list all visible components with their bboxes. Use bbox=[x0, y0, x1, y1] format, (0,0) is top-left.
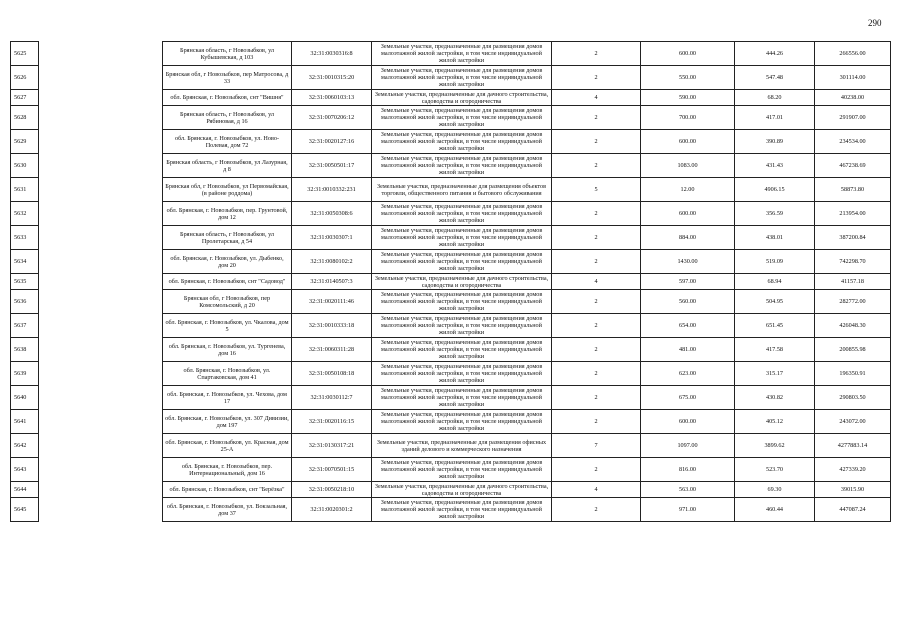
area-cell: 590.00 bbox=[641, 90, 735, 106]
spacer-cell bbox=[39, 386, 163, 410]
use-code-cell: 4 bbox=[552, 90, 641, 106]
land-use-cell: Земельные участки, предназначенные для размещения домов малоэтажной жилой застройки, в том числе индивидуальной жилой застройки bbox=[372, 66, 552, 90]
address-cell: обл. Брянская, г. Новозыбков, снт "Берёзка" bbox=[163, 482, 292, 498]
cadastral-value-cell: 4277883.14 bbox=[815, 434, 891, 458]
spacer-cell bbox=[39, 90, 163, 106]
cadastral-value-table bbox=[10, 41, 891, 522]
cadastral-value-cell: 427339.20 bbox=[815, 458, 891, 482]
table-row bbox=[11, 290, 891, 314]
area-cell: 600.00 bbox=[641, 42, 735, 66]
spacer-cell bbox=[39, 314, 163, 338]
row-number-cell: 5641 bbox=[11, 410, 39, 434]
land-use-cell: Земельные участки, предназначенные для размещения домов малоэтажной жилой застройки, в том числе индивидуальной жилой застройки bbox=[372, 290, 552, 314]
table-row bbox=[11, 386, 891, 410]
table-row bbox=[11, 106, 891, 130]
specific-value-cell: 651.45 bbox=[735, 314, 815, 338]
cadastral-value-cell: 196350.91 bbox=[815, 362, 891, 386]
table-row bbox=[11, 154, 891, 178]
cadastral-value-cell: 282772.00 bbox=[815, 290, 891, 314]
area-cell: 563.00 bbox=[641, 482, 735, 498]
cadastral-number-cell: 32:31:0140507:3 bbox=[292, 274, 372, 290]
use-code-cell: 5 bbox=[552, 178, 641, 202]
table-body bbox=[11, 42, 891, 522]
cadastral-number-cell: 32:31:0010315:20 bbox=[292, 66, 372, 90]
table-row bbox=[11, 498, 891, 522]
cadastral-number-cell: 32:31:0020301:2 bbox=[292, 498, 372, 522]
cadastral-number-cell: 32:31:0130317:21 bbox=[292, 434, 372, 458]
row-number-cell: 5631 bbox=[11, 178, 39, 202]
cadastral-number-cell: 32:31:0010332:231 bbox=[292, 178, 372, 202]
use-code-cell: 7 bbox=[552, 434, 641, 458]
cadastral-number-cell: 32:31:0050308:6 bbox=[292, 202, 372, 226]
spacer-cell bbox=[39, 410, 163, 434]
land-use-cell: Земельные участки, предназначенные для размещения домов малоэтажной жилой застройки, в том числе индивидуальной жилой застройки bbox=[372, 386, 552, 410]
row-number-cell: 5639 bbox=[11, 362, 39, 386]
land-use-cell: Земельные участки, предназначенные для размещения домов малоэтажной жилой застройки, в том числе индивидуальной жилой застройки bbox=[372, 106, 552, 130]
use-code-cell: 2 bbox=[552, 314, 641, 338]
address-cell: обл. Брянская, г. Новозыбков, ул. Вокзальная, дом 37 bbox=[163, 498, 292, 522]
specific-value-cell: 431.43 bbox=[735, 154, 815, 178]
use-code-cell: 2 bbox=[552, 458, 641, 482]
row-number-cell: 5630 bbox=[11, 154, 39, 178]
specific-value-cell: 68.20 bbox=[735, 90, 815, 106]
address-cell: обл. Брянская, г. Новозыбков, ул. Чкалова, дом 5 bbox=[163, 314, 292, 338]
cadastral-number-cell: 32:31:0070206:12 bbox=[292, 106, 372, 130]
row-number-cell: 5642 bbox=[11, 434, 39, 458]
land-use-cell: Земельные участки, предназначенные для размещения домов малоэтажной жилой застройки, в том числе индивидуальной жилой застройки bbox=[372, 250, 552, 274]
use-code-cell: 2 bbox=[552, 106, 641, 130]
area-cell: 884.00 bbox=[641, 226, 735, 250]
table-row bbox=[11, 130, 891, 154]
land-use-cell: Земельные участки, предназначенные для размещения домов малоэтажной жилой застройки, в том числе индивидуальной жилой застройки bbox=[372, 362, 552, 386]
specific-value-cell: 68.94 bbox=[735, 274, 815, 290]
area-cell: 600.00 bbox=[641, 410, 735, 434]
cadastral-value-cell: 266556.00 bbox=[815, 42, 891, 66]
land-use-cell: Земельные участки, предназначенные для размещения домов малоэтажной жилой застройки, в том числе индивидуальной жилой застройки bbox=[372, 226, 552, 250]
land-use-cell: Земельные участки, предназначенные для размещения объектов торговли, общественного питания и бытового обслуживания bbox=[372, 178, 552, 202]
use-code-cell: 4 bbox=[552, 482, 641, 498]
address-cell: обл. Брянская, г. Новозыбков, снт "Вишня" bbox=[163, 90, 292, 106]
land-use-cell: Земельные участки, предназначенные для размещения домов малоэтажной жилой застройки, в том числе индивидуальной жилой застройки bbox=[372, 338, 552, 362]
row-number-cell: 5626 bbox=[11, 66, 39, 90]
land-use-cell: Земельные участки, предназначенные для размещения домов малоэтажной жилой застройки, в том числе индивидуальной жилой застройки bbox=[372, 202, 552, 226]
row-number-cell: 5640 bbox=[11, 386, 39, 410]
specific-value-cell: 523.70 bbox=[735, 458, 815, 482]
cadastral-number-cell: 32:31:0050501:17 bbox=[292, 154, 372, 178]
specific-value-cell: 430.82 bbox=[735, 386, 815, 410]
cadastral-number-cell: 32:31:0010333:18 bbox=[292, 314, 372, 338]
cadastral-value-cell: 243072.00 bbox=[815, 410, 891, 434]
row-number-cell: 5637 bbox=[11, 314, 39, 338]
area-cell: 1097.00 bbox=[641, 434, 735, 458]
row-number-cell: 5634 bbox=[11, 250, 39, 274]
area-cell: 12.00 bbox=[641, 178, 735, 202]
cadastral-value-cell: 467238.69 bbox=[815, 154, 891, 178]
table-row bbox=[11, 410, 891, 434]
table-row bbox=[11, 274, 891, 290]
land-use-cell: Земельные участки, предназначенные для размещения домов малоэтажной жилой застройки, в том числе индивидуальной жилой застройки bbox=[372, 42, 552, 66]
use-code-cell: 2 bbox=[552, 386, 641, 410]
cadastral-value-cell: 290803.50 bbox=[815, 386, 891, 410]
spacer-cell bbox=[39, 362, 163, 386]
area-cell: 675.00 bbox=[641, 386, 735, 410]
spacer-cell bbox=[39, 42, 163, 66]
land-use-cell: Земельные участки, предназначенные для размещения домов малоэтажной жилой застройки, в том числе индивидуальной жилой застройки bbox=[372, 130, 552, 154]
land-use-cell: Земельные участки, предназначенные для размещения домов малоэтажной жилой застройки, в том числе индивидуальной жилой застройки bbox=[372, 154, 552, 178]
spacer-cell bbox=[39, 482, 163, 498]
cadastral-value-cell: 40238.00 bbox=[815, 90, 891, 106]
row-number-cell: 5633 bbox=[11, 226, 39, 250]
land-use-cell: Земельные участки, предназначенные для дачного строительства, садоводства и огородничества bbox=[372, 482, 552, 498]
use-code-cell: 2 bbox=[552, 410, 641, 434]
address-cell: Брянская область, г Новозыбков, ул Кубышевская, д 103 bbox=[163, 42, 292, 66]
use-code-cell: 2 bbox=[552, 130, 641, 154]
land-use-cell: Земельные участки, предназначенные для размещения домов малоэтажной жилой застройки, в том числе индивидуальной жилой застройки bbox=[372, 498, 552, 522]
table-row bbox=[11, 362, 891, 386]
area-cell: 1430.00 bbox=[641, 250, 735, 274]
row-number-cell: 5627 bbox=[11, 90, 39, 106]
use-code-cell: 2 bbox=[552, 290, 641, 314]
spacer-cell bbox=[39, 338, 163, 362]
table-row bbox=[11, 434, 891, 458]
specific-value-cell: 460.44 bbox=[735, 498, 815, 522]
cadastral-value-cell: 234534.00 bbox=[815, 130, 891, 154]
cadastral-number-cell: 32:31:0030316:8 bbox=[292, 42, 372, 66]
spacer-cell bbox=[39, 106, 163, 130]
land-use-cell: Земельные участки, предназначенные для размещения домов малоэтажной жилой застройки, в том числе индивидуальной жилой застройки bbox=[372, 458, 552, 482]
specific-value-cell: 3899.62 bbox=[735, 434, 815, 458]
cadastral-value-cell: 41157.18 bbox=[815, 274, 891, 290]
area-cell: 700.00 bbox=[641, 106, 735, 130]
use-code-cell: 2 bbox=[552, 338, 641, 362]
specific-value-cell: 417.01 bbox=[735, 106, 815, 130]
spacer-cell bbox=[39, 154, 163, 178]
spacer-cell bbox=[39, 226, 163, 250]
use-code-cell: 2 bbox=[552, 66, 641, 90]
row-number-cell: 5625 bbox=[11, 42, 39, 66]
cadastral-value-cell: 447087.24 bbox=[815, 498, 891, 522]
specific-value-cell: 4906.15 bbox=[735, 178, 815, 202]
area-cell: 600.00 bbox=[641, 130, 735, 154]
row-number-cell: 5629 bbox=[11, 130, 39, 154]
spacer-cell bbox=[39, 130, 163, 154]
spacer-cell bbox=[39, 290, 163, 314]
table-row bbox=[11, 66, 891, 90]
table-row bbox=[11, 314, 891, 338]
cadastral-value-cell: 39015.90 bbox=[815, 482, 891, 498]
table-row bbox=[11, 458, 891, 482]
address-cell: обл. Брянская, г. Новозыбков, пер. Грунтовой, дом 12 bbox=[163, 202, 292, 226]
row-number-cell: 5643 bbox=[11, 458, 39, 482]
cadastral-value-cell: 213954.00 bbox=[815, 202, 891, 226]
address-cell: обл. Брянская, г. Новозыбков, ул. Чехова, дом 17 bbox=[163, 386, 292, 410]
address-cell: обл. Брянская, г. Новозыбков, пер. Интернациональный, дом 16 bbox=[163, 458, 292, 482]
land-use-cell: Земельные участки, предназначенные для дачного строительства, садоводства и огородничества bbox=[372, 274, 552, 290]
land-use-cell: Земельные участки, предназначенные для размещения офисных зданий делового и коммерческого назначения bbox=[372, 434, 552, 458]
spacer-cell bbox=[39, 66, 163, 90]
specific-value-cell: 417.58 bbox=[735, 338, 815, 362]
area-cell: 600.00 bbox=[641, 202, 735, 226]
area-cell: 971.00 bbox=[641, 498, 735, 522]
address-cell: обл. Брянская, г. Новозыбков, ул. Красная, дом 25-А bbox=[163, 434, 292, 458]
use-code-cell: 4 bbox=[552, 274, 641, 290]
specific-value-cell: 390.89 bbox=[735, 130, 815, 154]
cadastral-value-cell: 387200.84 bbox=[815, 226, 891, 250]
row-number-cell: 5635 bbox=[11, 274, 39, 290]
cadastral-number-cell: 32:31:0020111:46 bbox=[292, 290, 372, 314]
specific-value-cell: 519.09 bbox=[735, 250, 815, 274]
address-cell: обл. Брянская, г. Новозыбков, ул. 307 Дивизии, дом 197 bbox=[163, 410, 292, 434]
address-cell: Брянская область, г Новозыбков, ул Рябиновая, д 16 bbox=[163, 106, 292, 130]
specific-value-cell: 69.30 bbox=[735, 482, 815, 498]
area-cell: 816.00 bbox=[641, 458, 735, 482]
address-cell: Брянская обл, г Новозыбков, ул Первомайская, (в районе роддома) bbox=[163, 178, 292, 202]
table-row bbox=[11, 250, 891, 274]
cadastral-value-cell: 291907.00 bbox=[815, 106, 891, 130]
row-number-cell: 5644 bbox=[11, 482, 39, 498]
address-cell: обл. Брянская, г. Новозыбков, ул. Тургенева, дом 16 bbox=[163, 338, 292, 362]
specific-value-cell: 504.95 bbox=[735, 290, 815, 314]
cadastral-value-cell: 301114.00 bbox=[815, 66, 891, 90]
spacer-cell bbox=[39, 178, 163, 202]
table-row bbox=[11, 202, 891, 226]
address-cell: обл. Брянская, г. Новозыбков, снт "Садовод" bbox=[163, 274, 292, 290]
cadastral-value-cell: 58873.80 bbox=[815, 178, 891, 202]
use-code-cell: 2 bbox=[552, 226, 641, 250]
specific-value-cell: 444.26 bbox=[735, 42, 815, 66]
specific-value-cell: 438.01 bbox=[735, 226, 815, 250]
use-code-cell: 2 bbox=[552, 498, 641, 522]
specific-value-cell: 405.12 bbox=[735, 410, 815, 434]
cadastral-number-cell: 32:31:0030112:7 bbox=[292, 386, 372, 410]
address-cell: Брянская область, г Новозыбков, ул Пролетарская, д 54 bbox=[163, 226, 292, 250]
use-code-cell: 2 bbox=[552, 42, 641, 66]
table-row bbox=[11, 226, 891, 250]
cadastral-number-cell: 32:31:0030307:1 bbox=[292, 226, 372, 250]
cadastral-number-cell: 32:31:0020127:16 bbox=[292, 130, 372, 154]
area-cell: 597.00 bbox=[641, 274, 735, 290]
table-row bbox=[11, 338, 891, 362]
area-cell: 654.00 bbox=[641, 314, 735, 338]
table-row bbox=[11, 178, 891, 202]
cadastral-value-cell: 200855.98 bbox=[815, 338, 891, 362]
specific-value-cell: 547.48 bbox=[735, 66, 815, 90]
cadastral-number-cell: 32:31:0060311:28 bbox=[292, 338, 372, 362]
row-number-cell: 5645 bbox=[11, 498, 39, 522]
address-cell: Брянская обл, г Новозыбков, пер Матросова, д 33 bbox=[163, 66, 292, 90]
spacer-cell bbox=[39, 202, 163, 226]
address-cell: обл. Брянская, г. Новозыбков, ул. Дыбенко, дом 20 bbox=[163, 250, 292, 274]
address-cell: обл. Брянская, г. Новозыбков, ул. Спартаковская, дом 41 bbox=[163, 362, 292, 386]
use-code-cell: 2 bbox=[552, 202, 641, 226]
use-code-cell: 2 bbox=[552, 154, 641, 178]
spacer-cell bbox=[39, 250, 163, 274]
spacer-cell bbox=[39, 434, 163, 458]
table-row bbox=[11, 42, 891, 66]
address-cell: Брянская обл, г Новозыбков, пер Комсомольский, д 20 bbox=[163, 290, 292, 314]
cadastral-value-cell: 426048.30 bbox=[815, 314, 891, 338]
address-cell: обл. Брянская, г. Новозыбков, ул. Ново-Полевая, дом 72 bbox=[163, 130, 292, 154]
page-number: 290 bbox=[868, 18, 882, 28]
area-cell: 481.00 bbox=[641, 338, 735, 362]
cadastral-number-cell: 32:31:0060103:13 bbox=[292, 90, 372, 106]
area-cell: 560.00 bbox=[641, 290, 735, 314]
specific-value-cell: 356.59 bbox=[735, 202, 815, 226]
cadastral-number-cell: 32:31:0070501:15 bbox=[292, 458, 372, 482]
table-row bbox=[11, 482, 891, 498]
spacer-cell bbox=[39, 274, 163, 290]
table-row bbox=[11, 90, 891, 106]
cadastral-number-cell: 32:31:0050108:18 bbox=[292, 362, 372, 386]
cadastral-number-cell: 32:31:0080102:2 bbox=[292, 250, 372, 274]
land-use-cell: Земельные участки, предназначенные для размещения домов малоэтажной жилой застройки, в том числе индивидуальной жилой застройки bbox=[372, 410, 552, 434]
land-use-cell: Земельные участки, предназначенные для дачного строительства, садоводства и огородничества bbox=[372, 90, 552, 106]
use-code-cell: 2 bbox=[552, 362, 641, 386]
area-cell: 550.00 bbox=[641, 66, 735, 90]
address-cell: Брянская область, г Новозыбков, ул Лазурная, д 8 bbox=[163, 154, 292, 178]
spacer-cell bbox=[39, 498, 163, 522]
row-number-cell: 5636 bbox=[11, 290, 39, 314]
row-number-cell: 5638 bbox=[11, 338, 39, 362]
cadastral-number-cell: 32:31:0050218:10 bbox=[292, 482, 372, 498]
row-number-cell: 5628 bbox=[11, 106, 39, 130]
row-number-cell: 5632 bbox=[11, 202, 39, 226]
area-cell: 1083.00 bbox=[641, 154, 735, 178]
area-cell: 623.00 bbox=[641, 362, 735, 386]
use-code-cell: 2 bbox=[552, 250, 641, 274]
cadastral-number-cell: 32:31:0020116:15 bbox=[292, 410, 372, 434]
land-use-cell: Земельные участки, предназначенные для размещения домов малоэтажной жилой застройки, в том числе индивидуальной жилой застройки bbox=[372, 314, 552, 338]
cadastral-value-cell: 742298.70 bbox=[815, 250, 891, 274]
specific-value-cell: 315.17 bbox=[735, 362, 815, 386]
spacer-cell bbox=[39, 458, 163, 482]
